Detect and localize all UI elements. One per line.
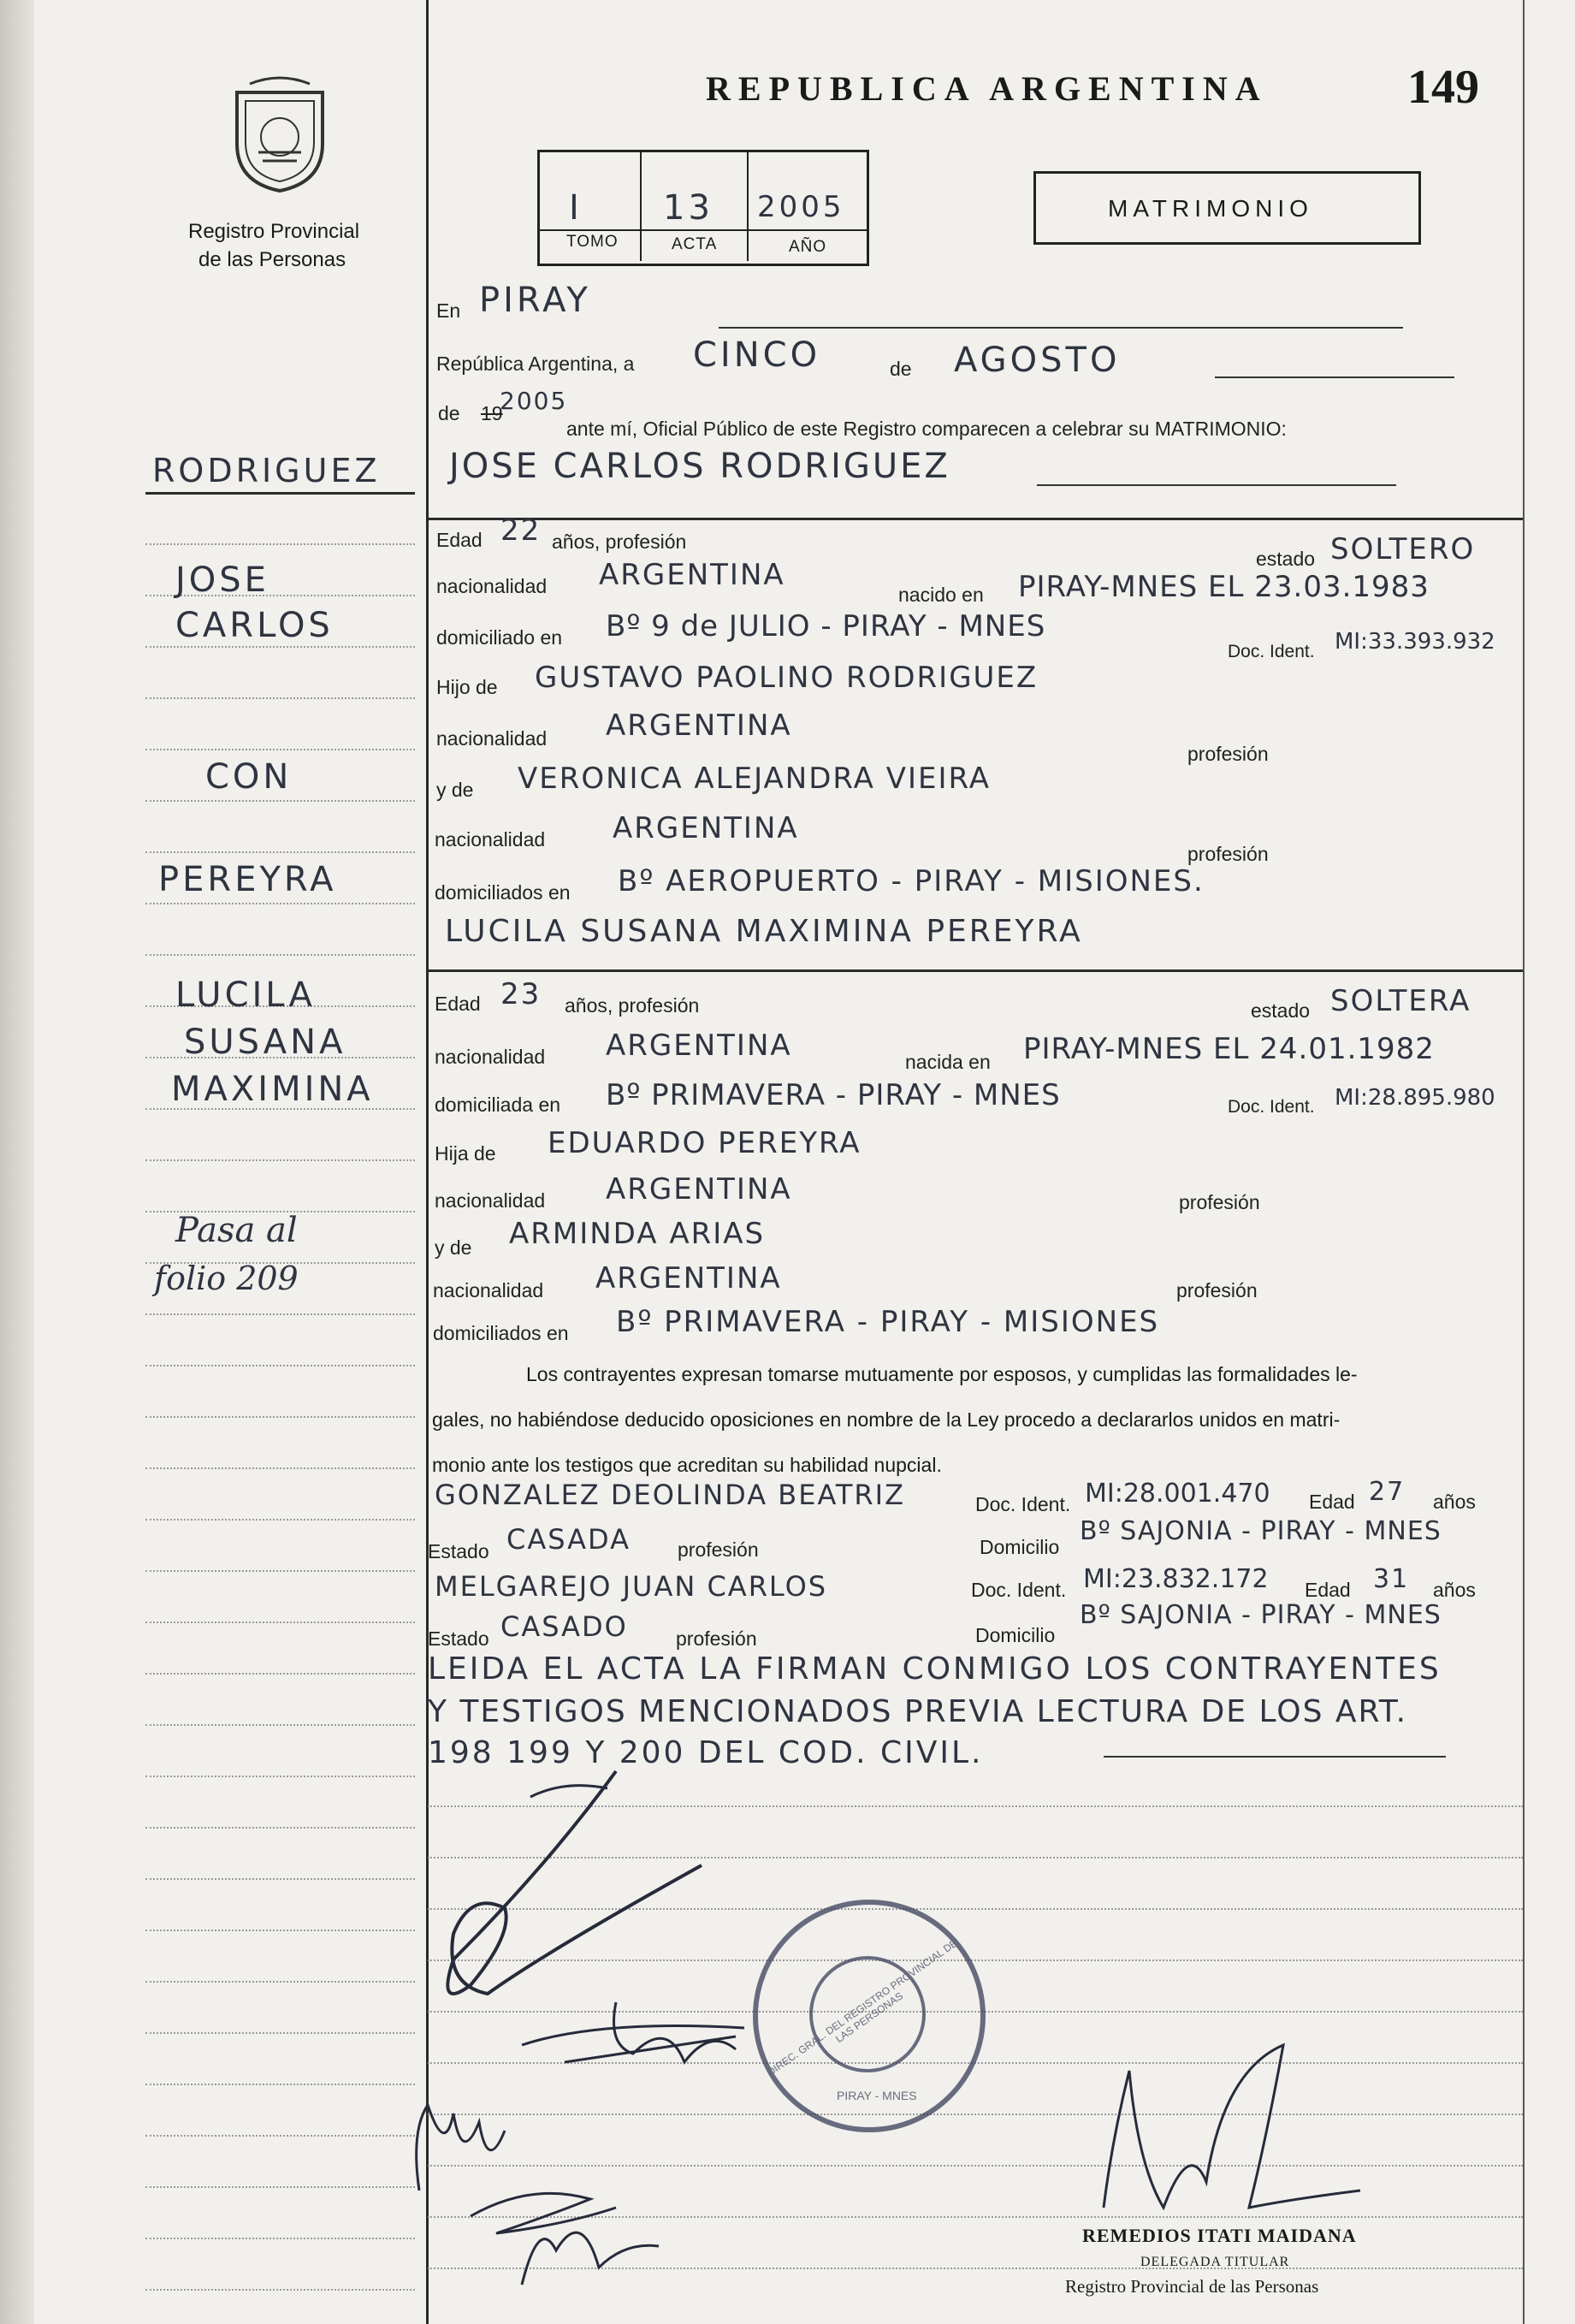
label-bride-estado: estado <box>1251 999 1311 1022</box>
witness1-domicilio: Bº SAJONIA - PIRAY - MNES <box>1080 1516 1442 1546</box>
official-title: DELEGADA TITULAR <box>1140 2255 1290 2269</box>
tomo-label: TOMO <box>566 233 619 251</box>
label-nacida-en: nacida en <box>905 1051 991 1073</box>
label-groom-y-de: y de <box>436 779 474 801</box>
witness1-doc: MI:28.001.470 <box>1085 1479 1270 1509</box>
bride-full-name: LUCILA SUSANA MAXIMINA PEREYRA <box>445 914 1083 949</box>
country-title: REPUBLICA ARGENTINA <box>706 69 1268 108</box>
label-bride-domiciliada: domiciliada en <box>435 1094 561 1116</box>
witness2-domicilio: Bº SAJONIA - PIRAY - MNES <box>1080 1600 1442 1630</box>
label-groom-edad: Edad <box>436 529 483 551</box>
label-witness2-domicilio: Domicilio <box>975 1624 1056 1646</box>
groom-name-line <box>1037 484 1396 486</box>
label-groom-nacionalidad: nacionalidad <box>436 575 548 597</box>
label-bride-domiciliados: domiciliados en <box>433 1322 569 1344</box>
label-republica: República Argentina, a <box>436 353 635 375</box>
label-witness2-anos: años <box>1433 1579 1476 1601</box>
margin-bride-surname: PEREYRA <box>158 860 337 899</box>
label-witness2-profesion: profesión <box>676 1627 757 1650</box>
label-groom-anos-profesion: años, profesión <box>552 531 687 553</box>
declaration-text <box>432 1352 1480 1488</box>
bride-signature <box>513 1968 753 2096</box>
groom-father-nationality: ARGENTINA <box>606 708 792 743</box>
label-bride-y-de: y de <box>435 1236 472 1259</box>
stamp-ring-text: DIREC. GRAL. DEL REGISTRO PROVINCIAL DE LAS PERSONAS <box>765 1936 960 2078</box>
record-type: MATRIMONIO <box>1108 195 1313 222</box>
groom-full-name: JOSE CARLOS RODRIGUEZ <box>449 447 950 486</box>
label-ante-mi: ante mí, Oficial Público de este Registro comparecen a celebrar su MATRIMONIO: <box>566 418 1287 440</box>
label-bride-father-nac: nacionalidad <box>435 1189 546 1212</box>
label-witness2-edad: Edad <box>1305 1579 1351 1601</box>
official-registry: Registro Provincial de las Personas <box>1065 2276 1319 2297</box>
year-prefix: 19 <box>481 402 503 424</box>
witness1-estado: CASADA <box>506 1523 631 1556</box>
groom-estado: SOLTERO <box>1330 532 1476 566</box>
label-groom-doc: Doc. Ident. <box>1228 642 1315 661</box>
label-de-year: de <box>438 402 460 424</box>
bride-father-nationality: ARGENTINA <box>606 1172 792 1206</box>
official-name: REMEDIOS ITATI MAIDANA <box>1082 2225 1357 2246</box>
bride-age: 23 <box>500 977 542 1011</box>
stamp-inner-text: PIRAY - MNES <box>837 2089 917 2102</box>
label-en: En <box>436 299 461 322</box>
label-nacido-en: nacido en <box>898 584 984 606</box>
declaration-line3: monio ante los testigos que acreditan su habilidad nupcial. <box>432 1454 942 1476</box>
margin-note-line2: folio 209 <box>154 1260 299 1297</box>
groom-mother: VERONICA ALEJANDRA VIEIRA <box>518 762 991 796</box>
groom-nationality: ARGENTINA <box>599 558 785 592</box>
label-bride-nacionalidad: nacionalidad <box>435 1046 546 1068</box>
label-groom-father-prof: profesión <box>1187 743 1269 765</box>
record-box-sep1 <box>640 152 642 261</box>
declaration-line1: Los contrayentes expresan tomarse mutuamente por esposos, y cumplidas las formalidades le- <box>526 1363 1358 1385</box>
tomo-value: I <box>569 188 583 228</box>
witness1-name: GONZALEZ DEOLINDA BEATRIZ <box>435 1479 905 1511</box>
margin-surname-underline <box>145 492 415 495</box>
bride-doc: MI:28.895.980 <box>1335 1085 1495 1111</box>
official-signature <box>1078 2036 1369 2233</box>
province-seal-icon <box>224 75 335 199</box>
groom-mother-nationality: ARGENTINA <box>613 811 799 845</box>
closing-line1: LEIDA EL ACTA LA FIRMAN CONMIGO LOS CONTRAYENTES <box>428 1651 1442 1687</box>
bride-parents-address: Bº PRIMAVERA - PIRAY - MISIONES <box>616 1305 1160 1339</box>
act-month: AGOSTO <box>954 341 1121 380</box>
month-line <box>1215 376 1454 378</box>
ano-value: 2005 <box>757 190 845 224</box>
bride-father: EDUARDO PEREYRA <box>548 1126 862 1160</box>
declaration-line2: gales, no habiéndose deducido oposiciones en nombre de la Ley procedo a declararlos unidos en matri- <box>432 1408 1341 1431</box>
bride-section-divider <box>428 969 1523 972</box>
witness2-signature <box>462 2165 667 2293</box>
margin-note-line1: Pasa al <box>175 1211 298 1250</box>
margin-bride-name3: MAXIMINA <box>171 1070 374 1109</box>
bride-birth: PIRAY-MNES EL 24.01.1982 <box>1023 1032 1435 1066</box>
groom-section-divider <box>428 518 1523 520</box>
margin-surname: RODRIGUEZ <box>152 452 381 489</box>
label-groom-domiciliado: domiciliado en <box>436 626 563 649</box>
act-place: PIRAY <box>479 281 591 320</box>
label-bride-mother-prof: profesión <box>1176 1279 1258 1301</box>
witness1-age: 27 <box>1369 1477 1406 1507</box>
official-stamp <box>753 1900 986 2132</box>
bride-estado: SOLTERA <box>1330 984 1471 1018</box>
label-groom-mother-prof: profesión <box>1187 843 1269 865</box>
margin-bride-name2: SUSANA <box>184 1023 346 1062</box>
label-bride-edad: Edad <box>435 993 481 1015</box>
label-witness1-anos: años <box>1433 1491 1476 1513</box>
label-witness1-estado: Estado <box>428 1540 489 1562</box>
label-witness1-domicilio: Domicilio <box>980 1536 1060 1558</box>
bride-address: Bº PRIMAVERA - PIRAY - MNES <box>606 1078 1061 1112</box>
groom-age: 22 <box>500 513 542 548</box>
label-bride-doc: Doc. Ident. <box>1228 1097 1315 1117</box>
label-groom-mother-nac: nacionalidad <box>435 828 546 851</box>
ano-label: AÑO <box>789 238 827 256</box>
closing-line2: Y TESTIGOS MENCIONADOS PREVIA LECTURA DE LOS ART. <box>428 1694 1408 1729</box>
margin-con: CON <box>205 757 293 797</box>
groom-father: GUSTAVO PAOLINO RODRIGUEZ <box>535 661 1039 695</box>
groom-doc: MI:33.393.932 <box>1335 629 1495 655</box>
groom-parents-address: Bº AEROPUERTO - PIRAY - MISIONES. <box>618 864 1205 898</box>
margin-bride-name1: LUCILA <box>175 975 316 1015</box>
label-witness1-profesion: profesión <box>678 1538 759 1561</box>
label-de-month: de <box>890 358 912 380</box>
label-hija-de: Hija de <box>435 1142 496 1165</box>
registry-name-line2: de las Personas <box>198 248 346 271</box>
margin-groom-name2: CARLOS <box>175 606 334 645</box>
bride-mother-nationality: ARGENTINA <box>595 1261 782 1295</box>
witness2-name: MELGAREJO JUAN CARLOS <box>435 1570 828 1603</box>
label-hijo-de: Hijo de <box>436 676 498 698</box>
label-bride-mother-nac: nacionalidad <box>433 1279 544 1301</box>
label-groom-estado: estado <box>1256 548 1316 570</box>
label-witness1-doc: Doc. Ident. <box>975 1493 1071 1515</box>
right-border <box>1523 0 1525 2324</box>
margin-groom-name1: JOSE <box>175 560 269 600</box>
label-witness1-edad: Edad <box>1309 1491 1355 1513</box>
label-groom-domiciliados: domiciliados en <box>435 881 571 904</box>
label-bride-anos-profesion: años, profesión <box>565 994 700 1017</box>
registry-name-line1: Registro Provincial <box>188 220 360 243</box>
folio-number: 149 <box>1407 61 1479 114</box>
bride-mother: ARMINDA ARIAS <box>509 1217 766 1251</box>
book-binding <box>0 0 34 2324</box>
closing-line3: 198 199 Y 200 DEL COD. CIVIL. <box>428 1735 984 1770</box>
acta-label: ACTA <box>672 235 718 253</box>
record-box-divider <box>537 229 867 231</box>
label-groom-father-nac: nacionalidad <box>436 727 548 750</box>
acta-value: 13 <box>663 188 713 228</box>
witness2-estado: CASADO <box>500 1610 628 1643</box>
label-bride-father-prof: profesión <box>1179 1191 1260 1213</box>
act-day: CINCO <box>693 335 821 375</box>
place-line <box>719 327 1403 329</box>
record-box-sep2 <box>747 152 749 261</box>
witness2-doc: MI:23.832.172 <box>1083 1564 1269 1594</box>
groom-address: Bº 9 de JULIO - PIRAY - MNES <box>606 609 1046 643</box>
act-year: 2005 <box>500 387 568 415</box>
closing-line <box>1104 1756 1446 1758</box>
witness2-age: 31 <box>1373 1564 1410 1594</box>
groom-birth: PIRAY-MNES EL 23.03.1983 <box>1018 570 1430 604</box>
label-witness2-estado: Estado <box>428 1627 489 1650</box>
label-witness2-doc: Doc. Ident. <box>971 1579 1067 1601</box>
bride-nationality: ARGENTINA <box>606 1029 792 1063</box>
